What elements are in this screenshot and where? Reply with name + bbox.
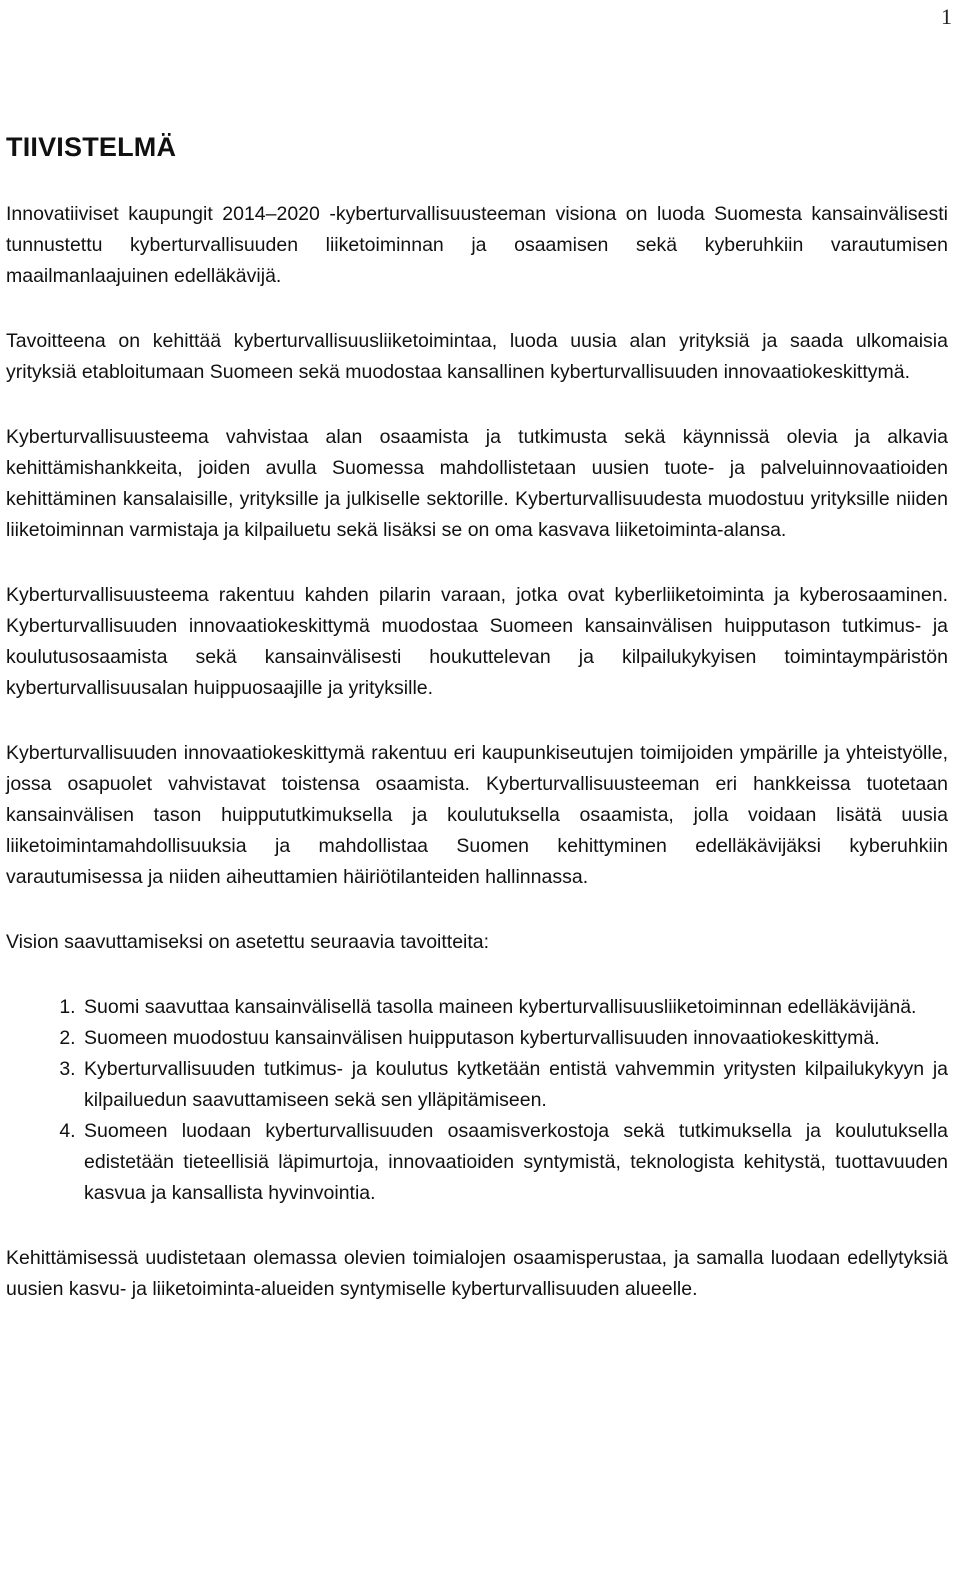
goal-item: 2. Suomeen muodostuu kansainvälisen huipputason kyberturvallisuuden innovaatiokeskittymä. <box>81 1023 948 1054</box>
goal-item: 3. Kyberturvallisuuden tutkimus- ja koulutus kytketään entistä vahvemmin yritysten kilpailukykyyn ja kilpailuedun saavuttamiseen sekä sen ylläpitämiseen. <box>81 1054 948 1116</box>
document-body <box>6 132 948 1339</box>
paragraph-theme: Kyberturvallisuusteema vahvistaa alan osaamista ja tutkimusta sekä käynnissä olevia ja alkavia kehittämishankkeita, joiden avulla Suomessa mahdollistetaan uusien tuote- ja palveluinnovaatioiden kehittäminen kansalaisille, yrityksille ja julkiselle sektorille. Kyberturvallisuudesta muodostuu yrityksille niiden liiketoiminnan varmistaja ja kilpailuetu sekä lisäksi se on oma kasvava liiketoiminta-alansa. <box>6 426 948 541</box>
paragraph-vision: Innovatiiviset kaupungit 2014–2020 -kyberturvallisuusteeman visiona on luoda Suomesta kansainvälisesti tunnustettu kyberturvallisuuden liiketoiminnan ja osaamisen sekä kyberuhkiin varautumisen maailmanlaajuinen edelläkävijä. <box>6 203 948 287</box>
goal-item: 1. Suomi saavuttaa kansainvälisellä tasolla maineen kyberturvallisuusliiketoiminnan edelläkävijänä. <box>81 992 948 1023</box>
paragraph-goals-intro: Vision saavuttamiseksi on asetettu seuraavia tavoitteita: <box>6 931 490 953</box>
paragraph-closing: Kehittämisessä uudistetaan olemassa olevien toimialojen osaamisperustaa, ja samalla luodaan edellytyksiä uusien kasvu- ja liiketoiminta-alueiden syntymiselle kyberturvallisuuden alueelle. <box>6 1247 948 1300</box>
paragraph-cluster: Kyberturvallisuuden innovaatiokeskittymä rakentuu eri kaupunkiseutujen toimijoiden ympärille ja yhteistyölle, jossa osapuolet vahvistavat toistensa osaamista. Kyberturvallisuusteeman eri hankkeissa tuotetaan kansainvälisen tason huippututkimuksella ja koulutuksella osaamista, jolla voidaan lisätä uusia liiketoimintamahdollisuuksia ja mahdollistaa Suomen kehittyminen edelläkävijäksi kyberuhkiin varautumisessa ja niiden aiheuttamien häiriötilanteiden hallinnassa. <box>6 742 948 888</box>
paragraph-goal: Tavoitteena on kehittää kyberturvallisuusliiketoimintaa, luoda uusia alan yrityksiä ja saada ulkomaisia yrityksiä etabloitumaan Suomeen sekä muodostaa kansallinen kyberturvallisuuden innovaatiokeskittymä. <box>6 330 948 383</box>
goal-item: 4. Suomeen luodaan kyberturvallisuuden osaamisverkostoja sekä tutkimuksella ja koulutuksella edistetään tieteellisiä läpimurtoja, innovaatioiden syntymistä, teknologista kehitystä, tuottavuuden kasvua ja kansallista hyvinvointia. <box>81 1116 948 1209</box>
goals-list <box>6 992 948 1209</box>
paragraph-pillars: Kyberturvallisuusteema rakentuu kahden pilarin varaan, jotka ovat kyberliiketoiminta ja kyberosaaminen. Kyberturvallisuuden innovaatiokeskittymä muodostaa Suomeen kansainvälisen huipputason tutkimus- ja koulutusosaamista sekä kansainvälisesti houkuttelevan ja kilpailukykyisen toimintaympäristön kyberturvallisuusalan huippuosaajille ja yrityksille. <box>6 584 948 699</box>
page-title: TIIVISTELMÄ <box>6 132 177 162</box>
page-number: 1 <box>941 4 952 29</box>
